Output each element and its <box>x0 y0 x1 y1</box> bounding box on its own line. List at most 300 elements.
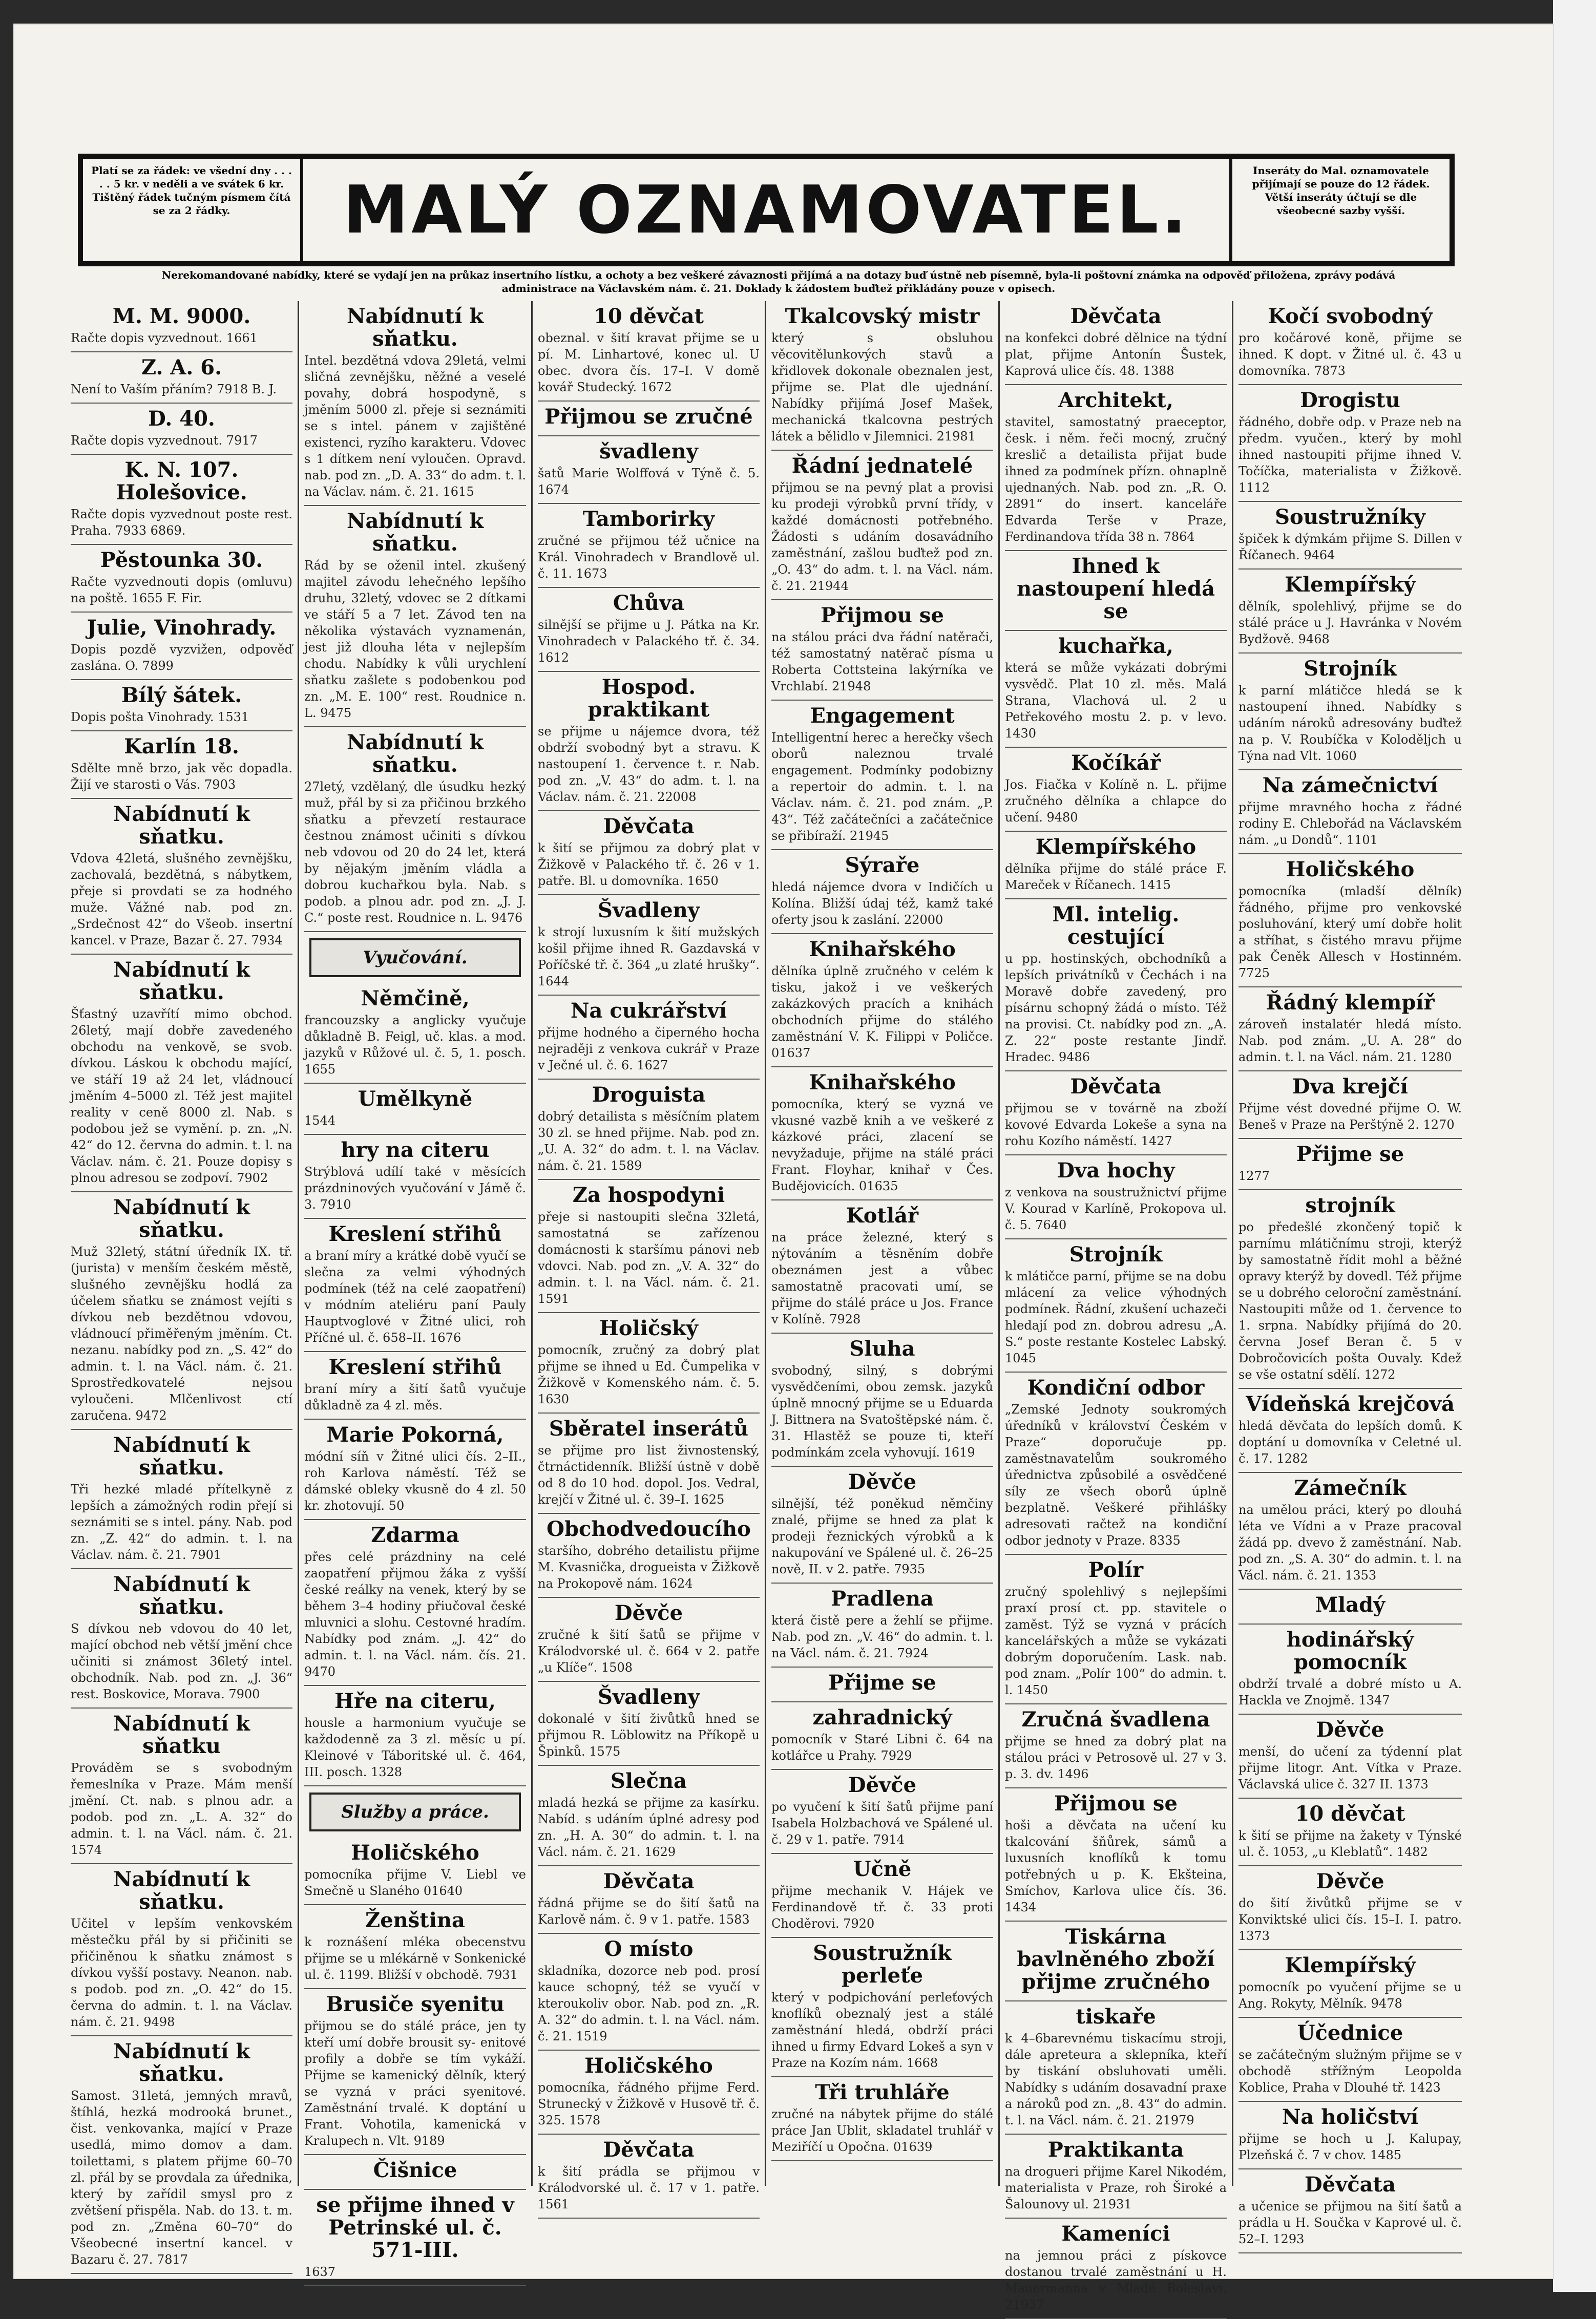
ad-body: Strýblová udílí také v měsících prázdninových vyučování v Jámě č. 3. 7910 <box>304 1165 526 1212</box>
ad-body: housle a harmonium vyučuje se každodenně za 3 zl. měsíc u pí. Kleinové v Táboritské ul. č. 464, III. posch. 1328 <box>304 1716 526 1779</box>
ad-body: Dopis pozdě vyzvižen, odpověď zaslána. O. 7899 <box>71 642 292 673</box>
ad-title: Polír <box>1088 1558 1144 1582</box>
classified-ad <box>1238 1590 1462 1625</box>
ad-body: francouzsky a anglicky vyučuje důkladně B. Feigl, uč. klas. a mod. jazyků v Růžové ul. č. 5, 1. posch. 1655 <box>304 1013 526 1077</box>
ad-body: módní síň v Žitné ulici čís. 2–II., roh Karlova náměstí. Též se dámské obleky vkusně do 4 zl. 50 kr. zhotovují. 50 <box>304 1449 526 1513</box>
classified-ad <box>71 1569 292 1709</box>
ad-body: S dívkou neb vdovou do 40 let, mající obchod neb větší jmění chce učiniti si známost 36letý intel. obchodník. Nab. pod zn. „J. 36“ rest. Boskovice, Morava. 7900 <box>71 1621 292 1701</box>
ad-title: Tři truhláře <box>815 2080 950 2104</box>
ad-title: Strojník <box>1069 1242 1163 1267</box>
ad-title: hry na citeru <box>341 1138 490 1162</box>
ad-body: obeznal. v šití kravat přijme se u pí. M. Linhartové, konec ul. U obec. dvora čís. 17–I. V domě kovář Studecký. 1672 <box>538 331 760 394</box>
ad-body: hledá nájemce dvora v Indičích u Kolína. Bližší údaj též, kamž také oferty jsou k zaslání. 22000 <box>771 880 993 927</box>
ad-body: na práce železné, který s nýtováním a těsněním dobře obeznámen jest a vůbec samostatně pracovati umí, se přijme do stálé práce u Jos. France v Kolíně. 7928 <box>771 1230 993 1326</box>
ad-title: Děvčata <box>1070 1074 1162 1099</box>
ad-title: Přijmou se <box>821 603 944 627</box>
ad-body: silnější se přijme u J. Pátka na Kr. Vinohradech v Palackého tř. č. 34. 1612 <box>538 618 760 665</box>
classified-ad <box>1238 1950 1462 2018</box>
classified-ad <box>304 1352 526 1420</box>
ad-body: pomocníka přijme V. Liebl ve Smečně u Slaného 01640 <box>304 1867 526 1898</box>
classified-ad <box>771 1067 993 1200</box>
classified-ad <box>1005 1922 1227 2001</box>
ad-body: pro kočárové koně, přijme se ihned. K dopt. v Žitné ul. č. 43 u domovníka. 7873 <box>1238 331 1462 378</box>
ad-body: přijmou se v továrně na zboží kovové Edvarda Lokeše a syna na rohu Kozího náměstí. 1427 <box>1005 1101 1227 1148</box>
ad-body: přijmou se na pevný plat a provisi ku prodeji výrobků první třídy, v každé domácnosti potřebného. Žádosti s udáním dosavádního zaměstnání, zašlou buďtež pod zn. „O. 43“ do adm. t. l. na Václ. nám. č. 21. 21944 <box>771 480 993 593</box>
classified-ad <box>71 1430 292 1569</box>
ad-body: na stálou práci dva řádní natěrači, též samostatný natěrač písma u Roberta Cottsteina lakýrníka ve Vrchlabí. 21948 <box>771 630 993 693</box>
ad-title: Knihařského <box>809 937 956 961</box>
ad-title: Dva hochy <box>1057 1158 1175 1183</box>
ad-title: kuchařka, <box>1058 634 1173 658</box>
classified-ad <box>304 727 526 932</box>
ad-title: zahradnický <box>812 1705 952 1730</box>
classified-ad <box>771 1668 993 1702</box>
ad-title: Soustružník perleťe <box>813 1941 952 1988</box>
ad-body: Vdova 42letá, slušného zevnějšku, zachovalá, bezdětná, s nábytkem, přeje si provdati se za hodného muže. Vážné nab. pod zn. „Srdečnost 42“ do Všeob. insertní kancel. v Praze, Bazar č. 27. 7934 <box>71 851 292 947</box>
classified-ad <box>1238 502 1462 570</box>
ad-body: přijme hodného a čiperného hocha nejraději z venkova cukrář v Praze v Ječné ul. č. 6. 1627 <box>538 1025 760 1072</box>
ad-title: Nabídnutí k sňatku <box>113 1712 250 1758</box>
ad-title: Přijme se <box>1296 1142 1404 1166</box>
ad-title: Nabídnutí k sňatku. <box>113 1867 250 1914</box>
classified-ad <box>538 895 760 996</box>
ad-body: Račte dopis vyzvednout poste rest. Praha. 7933 6869. <box>71 507 292 538</box>
ad-body: Intelligentní herec a herečky všech oborů naleznou trvalé engagement. Podmínky podobizny a repertoir do admin. t. l. na Václav. nám. č. 21. pod znám. „P. 43“. Též začátečníci a začátečnice se přibíraží. 21945 <box>771 730 993 843</box>
classified-ad <box>304 1135 526 1219</box>
ad-body: staršího, dobrého detailistu přijme M. Kvasnička, drogueista v Žižkově na Prokopově nám. 1624 <box>538 1544 760 1591</box>
ad-body: přijmou se do stálé práce, jen ty kteří umí dobře brousit sy- enitové profily a dobře se tím vykáží. Přijme se kamenický dělník, který se vyzná v práci syenitové. Zaměstnání trvalé. K doptání u Frant. Vohotila, kamenická v Kralupech n. Vlt. 9189 <box>304 2019 526 2148</box>
ad-title: M. M. 9000. <box>112 304 251 328</box>
classified-ad <box>771 1467 993 1584</box>
column-2 <box>299 301 533 2279</box>
classified-ad <box>1238 1715 1462 1799</box>
classified-ad <box>538 672 760 811</box>
ad-body: řádná přijme se do šití šatů na Karlově nám. č. 9 v 1. patře. 1583 <box>538 1896 760 1927</box>
ad-title: Děvčata <box>603 1869 695 1893</box>
classified-ad <box>1238 385 1462 502</box>
classified-ad <box>1238 1389 1462 1473</box>
classified-ad <box>1005 385 1227 551</box>
ad-body: dokonalé v šití živůtků hned se přijmou R. Löblowitz na Příkopě u Špinků. 1575 <box>538 1712 760 1759</box>
classified-ad <box>538 2135 760 2219</box>
ad-title: se přijme ihned v Petrinské ul. č. 571-III. <box>316 2193 514 2262</box>
ad-title: Nabídnutí k sňatku. <box>346 730 484 777</box>
ad-title: Sluha <box>849 1337 915 1361</box>
ad-title: Pradlena <box>831 1587 934 1611</box>
ad-body: na konfekci dobré dělnice na týdní plat, přijme Antonín Šustek, Kaprová ulice čís. 48. 1388 <box>1005 331 1227 378</box>
classified-ad <box>1238 1139 1462 1190</box>
ad-title: Sběratel inserátů <box>549 1417 749 1441</box>
classified-ad <box>538 588 760 672</box>
ad-body: který v podpichování perleťových knoflíků obeznalý jest a stálé zaměstnání hledá, obdrží práci ihned u firmy Edvard Lokeš a syn v Praze na Kozím nám. 1668 <box>771 1990 993 2070</box>
classified-ad <box>1005 1788 1227 1922</box>
ad-body: k mlátičce parní, přijme se na dobu mlácení za velice výhodných podmínek. Řádní, zkušení uchazeči hledají pod zn. dobrou adresu „A. S.“ poste restante Kostelec Labský. 1045 <box>1005 1269 1227 1365</box>
ad-body: dělníka úplně zručného v celém k tisku, jakož i ve veškerých zakázkových pracích a knihách obchodních přijme do stálého zaměstnání V. K. Filippi v Poličce. 01637 <box>771 964 993 1060</box>
ad-title: Sýraře <box>845 853 920 877</box>
ad-title: Ml. intelig. cestující <box>1052 902 1180 949</box>
classified-ad <box>1238 2102 1462 2169</box>
ad-title: Vídeňská krejčová <box>1246 1392 1455 1416</box>
classified-ad <box>71 799 292 955</box>
ad-body: pomocník, zručný za dobrý plat přijme se ihned u Ed. Čumpelika v Žižkově v Komenského nám. č. 5. 1630 <box>538 1343 760 1406</box>
ad-title: Nabídnutí k sňatku. <box>346 509 484 556</box>
ad-title: 10 děvčat <box>594 304 704 328</box>
ad-body: zručné se přijmou též učnice na Král. Vinohradech v Brandlově ul. č. 11. 1673 <box>538 534 760 581</box>
ad-body: Račte dopis vyzvednout. 7917 <box>71 433 258 448</box>
ad-title: Na cukrářství <box>570 999 727 1023</box>
classified-ad <box>771 600 993 701</box>
ad-body: Učitel v lepším venkovském městečku přál by si přičiniti se přičiněnou k sňatku známost s dívkou vyšší postavy. Neanon. nab. s podob. pod zn. „O. 42“ do 15. června do admin. t. l. na Václav. nám. č. 21. 9498 <box>71 1916 292 2029</box>
ad-body: k 4–6barevnému tiskacímu stroji, dále apreteura a sklepníka, kteří by tiskání obsluhovati uměli. Nabídky s udáním dosavadní praxe a nároků pod zn. „8. 43“ do admin. t. l. na Václ. nám. č. 21. 21979 <box>1005 2031 1227 2127</box>
classified-ad <box>71 2036 292 2274</box>
ad-title: 10 děvčat <box>1295 1802 1405 1826</box>
ad-title: Kočíkář <box>1071 751 1161 775</box>
ad-title: Zámečník <box>1294 1476 1406 1500</box>
ad-body: k parní mlátičce hledá se k nastoupení ihned. Nabídky s udáním nároků adresovány buďtež na p. V. Roubíčka v Koloděljch u Týna nad Vlt. 1060 <box>1238 683 1462 763</box>
ad-body: na umělou práci, který po dlouhá léta ve Vídni a v Praze pracoval žádá pp. dvevo ž zaměstnání. Nab. pod zn. „S. A. 30“ do admin. t. l. na Václ. nám. č. 21. 1353 <box>1238 1503 1462 1583</box>
classified-ad <box>1005 2219 1227 2319</box>
ad-title: Děvče <box>614 1601 683 1625</box>
ad-body: pomocníka, který se vyzná ve vkusné vazbě knih a ve veškeré z kázkové práci, zlacení se nevyžaduje, přijme na stálé práci Frant. Floyhar, knihař v Čes. Budějovicích. 01635 <box>771 1097 993 1193</box>
classified-ad <box>304 1084 526 1135</box>
ad-title: Obchodvedoucího <box>547 1517 751 1541</box>
ad-body: Muž 32letý, státní úředník IX. tř. (jurista) v menším českém městě, slušného zevnějšku hodlá za účelem sňatku se známost vejíti s dívkou neb bezdětnou vdovou, vládnoucí přiměřeným jměním. Ct. nezanu. nabídky pod zn. „S. 42“ do admin. t. l. na Václ. nám. č. 21. Sprostředkovatelé nejsou vyloučeni. Mlčenlivost ctí zaručena. 9472 <box>71 1245 292 1423</box>
ad-title: Čišnice <box>373 2158 457 2182</box>
ad-title: Účednice <box>1297 2021 1403 2045</box>
ad-body: a učenice se přijmou na šití šatů a prádla u H. Součka v Kaprové ul. č. 52–I. 1293 <box>1238 2199 1462 2246</box>
ad-title: Strojník <box>1304 657 1397 681</box>
ad-title: Na holičství <box>1282 2105 1419 2129</box>
ad-body: na jemnou práci z pískovce dostanou trvalé zaměstnání u H. Mauermanna v Mladé Boleslavi. 21937 <box>1005 2248 1227 2312</box>
ad-title: Brusiče syenitu <box>326 1992 505 2016</box>
classified-ad <box>538 811 760 895</box>
masthead <box>78 154 1455 266</box>
masthead-title: MALÝ OZNAMOVATEL. <box>343 172 1190 248</box>
classified-ad <box>538 1766 760 1866</box>
ad-title: Přijmou se zručné <box>544 405 753 429</box>
ad-title: D. 40. <box>148 407 215 431</box>
ad-body: zručné k šití šatů se přijme v Králodvorské ul. č. 664 v 2. patře „u Klíče“. 1508 <box>538 1628 760 1675</box>
ad-body: Není to Vaším přáním? 7918 B. J. <box>71 382 277 396</box>
ad-title: Slečna <box>611 1769 687 1793</box>
ad-title: Bílý šátek. <box>121 683 242 707</box>
masthead-notice: Nerekomandované nabídky, které se vydají jen na průkaz insertního lístku, a ochoty a bez veškeré závaznosti přijímá a na dotazy buď ústně neb písemně, byla-li poštovní známka na odpověď přiložena, zprávy podává administrace na Václavském nám. č. 21. Doklady k žádostem buďtež přikládány pouze v opisech. <box>161 269 1396 294</box>
classified-ad <box>304 1686 526 1786</box>
classified-ad <box>771 1702 993 1770</box>
ad-body: obdrží trvalé a dobré místo u A. Hackla ve Znojmě. 1347 <box>1238 1677 1462 1707</box>
classified-ad <box>1005 1555 1227 1704</box>
column-5 <box>1000 301 1233 2312</box>
classified-ad <box>304 1420 526 1520</box>
ad-title: Děvče <box>1316 1869 1384 1893</box>
classified-ad <box>71 1709 292 1864</box>
classified-ad <box>538 504 760 588</box>
masthead-rules-box: Inseráty do Mal. oznamovatele přijímají se pouze do 12 řádek. Větší inseráty účtují se dle všeobecné sazby vyšší. <box>1229 159 1450 261</box>
ad-body: přijme se hoch u J. Kalupay, Plzeňská č. 7 v chov. 1485 <box>1238 2132 1462 2162</box>
classified-ad <box>538 1682 760 1766</box>
ad-body: Sdělte mně brzo, jak věc dopadla. Žijí ve starosti o Vás. 7903 <box>71 761 292 792</box>
classified-ad <box>304 1219 526 1352</box>
classified-ad <box>1238 301 1462 385</box>
column-1 <box>66 301 299 2267</box>
ad-title: Nabídnutí k sňatku. <box>113 1433 250 1480</box>
classified-ad <box>71 455 292 545</box>
classified-ad <box>771 1938 993 2077</box>
ad-body: Přijme vést dovedné přijme O. W. Beneš v Praze na Perštýně 2. 1270 <box>1238 1101 1462 1132</box>
classified-ad <box>1005 899 1227 1071</box>
ad-title: švadleny <box>599 439 698 463</box>
classified-ad <box>71 404 292 455</box>
ad-title: Děvče <box>848 1470 917 1494</box>
ad-body: k strojí luxusním k šití mužských košil přijme ihned R. Gazdavská v Poříčské tř. č. 364 „u zlaté hrušky“. 1644 <box>538 925 760 988</box>
ad-body: do šití živůtků přijme se v Konviktské ulici čís. 15–I. I. patro. 1373 <box>1238 1896 1462 1943</box>
ad-title: Julie, Vinohrady. <box>87 616 277 640</box>
classified-ad <box>538 2051 760 2135</box>
ad-title: Zručná švadlena <box>1021 1707 1210 1732</box>
classified-ad <box>304 1838 526 1905</box>
classified-ad <box>771 934 993 1067</box>
classified-ad <box>304 2190 526 2286</box>
ad-body: braní míry a šití šatů vyučuje důkladně za 4 zl. měs. <box>304 1382 526 1413</box>
classified-ad <box>771 1584 993 1668</box>
ad-title: Holičský <box>599 1316 698 1340</box>
ad-body: na drogueri přijme Karel Nikodém, materialista v Praze, roh Široké a Šalounovy ul. 21931 <box>1005 2164 1227 2211</box>
ad-title: Tiskárna bavlněného zboží přijme zručného <box>1017 1925 1215 1994</box>
ad-title: Přijmou se <box>1054 1791 1178 1816</box>
ad-title: Pěstounka 30. <box>100 548 263 572</box>
classified-ad <box>71 1192 292 1430</box>
ad-title: hodinářský pomocník <box>1286 1628 1414 1674</box>
classified-ad <box>538 1414 760 1514</box>
classified-ad <box>1238 653 1462 770</box>
ad-body: špiček k dýmkám přijme S. Dillen v Říčanech. 9464 <box>1238 532 1462 562</box>
ad-body: dělník, spolehlivý, přijme se do stálé práce u J. Havránka v Novém Bydžově. 9468 <box>1238 599 1462 646</box>
ad-title: Z. A. 6. <box>141 355 222 380</box>
ad-body: která se může vykázati dobrými vysvědč. Plat 10 zl. měs. Malá Strana, Vlachová ul. 2 u Petřekového mostu 2. p. v levo. 1430 <box>1005 661 1227 741</box>
section-banner: Služby a práce. <box>309 1793 521 1831</box>
classified-ad <box>304 2155 526 2190</box>
ad-title: Marie Pokorná, <box>326 1423 504 1447</box>
classified-ad <box>771 1854 993 1938</box>
classified-ad <box>538 436 760 504</box>
ad-body: pomocníka, řádného přijme Ferd. Strunecký v Žižkově v Husově tř. č. 325. 1578 <box>538 2080 760 2127</box>
classified-ad <box>304 1989 526 2155</box>
ad-body: silnější, též poněkud němčiny znalé, přijme se hned za plat k prodeji řeznických výrobků a k nakupování ve Spálené ul. č. 26–25 nově, II. v 2. patře. 7935 <box>771 1496 993 1576</box>
ad-body: zároveň instalatér hledá místo. Nab. pod znám. „U. A. 28“ do admin. t. l. na Václ. nám. 21. 1280 <box>1238 1017 1462 1064</box>
ad-title: Holičského <box>351 1841 479 1865</box>
classified-ad <box>538 996 760 1080</box>
classified-ad <box>771 451 993 600</box>
ad-body: Rád by se oženil intel. zkušený majitel závodu lehečného lepšího druhu, 32letý, vdovec se 2 dítkami ve stáří 5 a 7 let. Závod ten na několika výstavách vyznamenán, jest již dlouha léta v nejlepším chodu. Nabídky k vůli urychlení sňatku zašlete s podobenkou pod zn. „M. E. 100“ rest. Roudnice n. L. 9475 <box>304 558 526 720</box>
ad-title: Za hospodyni <box>572 1183 725 1207</box>
classified-ad <box>1238 1625 1462 1715</box>
classified-ad <box>1005 551 1227 631</box>
ad-title: Děvčata <box>1070 304 1162 328</box>
ad-title: Přijme se <box>828 1671 936 1695</box>
ad-body: svobodný, silný, s dobrými vysvědčeními, obou zemsk. jazyků úplně mnocný přijme se u Eduarda J. Bittnera na Svatoštěpské nám. č. 31. Hlastěž se pouze ti, kteří podmínkám zcela vyhovují. 1619 <box>771 1363 993 1460</box>
ad-body: Račte vyzvednouti dopis (omluvu) na poště. 1655 F. Fir. <box>71 575 292 605</box>
ad-body: pomocníka (mladší dělník) řádného, přijme pro venkovské posluhování, který umí dobře holit a stříhat, s čistého mravu přijme pak Čeněk Allesch v Hostinném. 7725 <box>1238 884 1462 980</box>
ad-title: Kreslení střihů <box>328 1222 502 1246</box>
classified-ad <box>71 731 292 799</box>
ad-body: hoši a děvčata na učení ku tkalcování šňůrek, sámů a luxusních knoflíků k tomu potřebných u p. K. Ekšteina, Smíchov, Karlova ulice čís. 36. 1434 <box>1005 1818 1227 1914</box>
ad-body: 1277 <box>1238 1169 1270 1183</box>
ad-title: Nabídnutí k sňatku. <box>113 1195 250 1242</box>
classified-ad <box>1238 854 1462 987</box>
ad-title: strojník <box>1305 1193 1395 1217</box>
ad-title: Kočí svobodný <box>1268 304 1433 328</box>
ad-body: která čistě pere a žehlí se přijme. Nab. pod zn. „V. 46“ do admin. t. l. na Václ. nám. č. 21. 7924 <box>771 1613 993 1660</box>
classified-ad <box>1238 770 1462 854</box>
classified-ad <box>1005 1704 1227 1788</box>
ad-body: přeje si nastoupiti slečna 32letá, samostatná se zařízenou domácnosti k staršímu pánovi neb vdovci. Nab. pod zn. „V. A. 32“ do admin. t. l. na Václ. nám. č. 21. 1591 <box>538 1210 760 1306</box>
ad-title: Tkalcovský mistr <box>785 304 980 328</box>
classified-ad <box>304 301 526 506</box>
classified-ad <box>771 2077 993 2161</box>
classified-ad <box>538 1514 760 1598</box>
ad-title: Droguista <box>592 1083 706 1107</box>
classified-ad <box>1238 1866 1462 1950</box>
ad-body: Samost. 31letá, jemných mravů, štíhlá, hezká modrooká brunet., čist. venkovanka, mající v Praze usedlá, mimo domov a dam. toilettami, s platem přijme 60–70 zl. přál by se provdala za úřednika, který by zařídil smysl pro z zvětšení přispěla. Nab. do 13. t. m. pod zn. „Změna 60–70“ do Všeobecné insertní kancel. v Bazaru č. 27. 7817 <box>71 2089 292 2267</box>
ad-title: Dva krejčí <box>1292 1074 1409 1099</box>
ad-title: Kameníci <box>1061 2222 1170 2246</box>
ad-title: Nabídnutí k sňatku. <box>113 958 250 1004</box>
classified-ad <box>538 1313 760 1414</box>
ad-body: Šťastný uzavřítí mimo obchod. 26letý, mají dobře zavedeného obchodu na venkově, se svob. dívkou. Láskou k obchodu mající, ve stáří 19 až 24 let, vládnoucí jměním 4–5000 zl. Též jest majitel reality v ceně 8000 zl. Nab. s podobou jež se vymění. p. zn. „N. 42“ do 12. června do admin. t. l. na Václav. nám. č. 21. Pouze dopisy s plnou adresou se zodpoví. 7902 <box>71 1007 292 1185</box>
ad-title: Umělkyně <box>358 1087 473 1111</box>
classified-ad <box>1238 1190 1462 1389</box>
ad-body: Jos. Fiačka v Kolíně n. L. přijme zručného dělníka a chlapce do učení. 9480 <box>1005 777 1227 825</box>
classified-ad <box>1238 1071 1462 1139</box>
classified-ad <box>538 1866 760 1934</box>
classified-ad <box>1005 1071 1227 1155</box>
ad-body: po předešlé zkončený topič k parnímu mlátičnímu stroji, kterýž by samostatně řídit mohl a běžné opravy kterýž by dovedl. Též přijme se u dobrého celoroční zaměstnání. Nastoupiti může od 1. července to 1. srpna. Nabídky přijímá do 20. června Josef Beran č. 5 v Dobročovicích pošta Ouvaly. Kdež se vše ostatní sdělí. 1272 <box>1238 1220 1462 1382</box>
ad-body: Prováděm se s svobodným řemeslníka v Praze. Mám menší jmění. Ct. nab. s plnou adr. a podob. pod zn. „L. A. 32“ do admin. t. l. na Václ. nám. č. 21. 1574 <box>71 1761 292 1857</box>
ad-title: Holičského <box>1286 857 1415 881</box>
ad-title: Děvčata <box>603 2138 695 2162</box>
ad-body: Intel. bezdětná vdova 29letá, velmi sličná zevnějšku, něžné a veselé povahy, dobrá hospodyně, s jměním 5000 zl. přeje si seznámiti se s intel. pánem v zajištěné existenci, ryzího karakteru. Vdovec s 1 dítkem není vyloučen. Opravd. nab. pod zn. „D. A. 33“ do adm. t. l. na Václav. nám. č. 21. 1615 <box>304 353 526 499</box>
ad-title: Učně <box>853 1857 912 1881</box>
ad-body: 1544 <box>304 1113 336 1128</box>
classified-ad <box>304 983 526 1084</box>
classified-ad <box>71 301 292 352</box>
ad-title: Hospod. praktikant <box>587 675 710 722</box>
classified-ad <box>1005 748 1227 832</box>
ad-body: 27letý, vzdělaný, dle úsudku hezký muž, přál by si za přičinou brzkého sňatku a převzetí restaurace čestnou známost učiniti s dívkou neb vdovou od 20 do 24 let, která by nějakým jměním vládla a dobrou kuchařkou byla. Nab. s podob. a plnou adr. pod zn. „J. J. C.“ poste rest. Roudnice n. L. 9476 <box>304 779 526 925</box>
classified-ad <box>1005 832 1227 899</box>
classified-ad <box>1005 2001 1227 2135</box>
ad-body: přes celé prázdniny na celé zaopatření přijmou žáka z vyšší české reálky na venek, který by se během 3–4 hodiny přiučoval české mluvnici a slohu. Cestovné hradím. Nabídky pod znám. „J. 42“ do admin. t. l. na Václ. nám. čís. 21. 9470 <box>304 1550 526 1679</box>
ad-title: Řádný klempíř <box>1266 990 1435 1015</box>
ad-title: Karlín 18. <box>124 734 239 758</box>
classified-ad <box>771 1200 993 1334</box>
ad-title: Nabídnutí k sňatku. <box>346 304 484 351</box>
classified-ad <box>1238 1473 1462 1590</box>
classified-columns <box>66 301 1469 2312</box>
classified-ad <box>538 1598 760 1682</box>
ad-body: dobrý detailista s měsíčním platem 30 zl. se hned přijme. Nab. pod zn. „U. A. 32“ do adm. t. l. na Václav. nám. č. 21. 1589 <box>538 1109 760 1173</box>
classified-ad <box>771 850 993 934</box>
ad-title: Klempířský <box>1285 1953 1416 1977</box>
ad-body: skladníka, dozorce neb pod. prosí kauce schopný, též se vyučí v kteroukoliv obor. Nab. pod zn. „R. A. 32“ do admin. t. l. na Václ. nám. č. 21. 1519 <box>538 1964 760 2043</box>
ad-title: Ženština <box>365 1908 465 1932</box>
ad-body: k šití se přijme na žakety v Týnské ul. č. 1053, „u Kleblatů“. 1482 <box>1238 1828 1462 1859</box>
ad-body: se přijme u nájemce dvora, též obdrží svobodný byt a stravu. K nastoupení 1. července t. r. Nab. pod zn. „V. 43“ do adm. t. l. na Václav. nám. č. 21. 22008 <box>538 724 760 804</box>
ad-title: Ihned k nastoupení hledá se <box>1017 554 1215 623</box>
ad-title: Děvče <box>848 1773 917 1797</box>
ad-body: 1637 <box>304 2265 336 2279</box>
ad-title: Děvčata <box>603 814 695 838</box>
classified-ad <box>538 1180 760 1313</box>
ad-body: k šití prádla se přijmou v Králodvorské ul. č. 17 v 1. patře. 1561 <box>538 2164 760 2211</box>
ad-title: Nabídnutí k sňatku. <box>113 802 250 849</box>
ad-title: Zdarma <box>371 1523 459 1547</box>
ad-body: zručné na nábytek přijme do stálé práce Jan Ublit, skladatel truhlář v Meziříčí u Opočna. 01639 <box>771 2107 993 2154</box>
ad-title: Holičského <box>584 2054 713 2078</box>
ad-title: Architekt, <box>1058 388 1173 412</box>
ad-title: Kotlář <box>846 1204 919 1228</box>
ad-title: Děvče <box>1316 1718 1384 1742</box>
classified-ad <box>1005 301 1227 385</box>
classified-ad <box>304 506 526 727</box>
ad-title: K. N. 107. Holešovice. <box>116 458 247 504</box>
ad-body: přijme mechanik V. Hájek ve Ferdinandově tř. č. 33 proti Choděrovi. 7920 <box>771 1884 993 1931</box>
ad-body: hledá děvčata do lepších domů. K doptání u domovníka v Celetné ul. č. 17. 1282 <box>1238 1419 1462 1466</box>
ad-body: u pp. hostinských, obchodníků a lepších privátníků v Čechách i na Moravě dobře zavedený, pro písárnu schopný žádá o místo. Též na provisi. Ct. nabídky pod zn. „A. Z. 22“ poste restante Jindř. Hradec. 9486 <box>1005 952 1227 1064</box>
classified-ad <box>1238 1799 1462 1866</box>
ad-title: Knihařského <box>809 1070 956 1094</box>
column-4 <box>766 301 1000 2186</box>
ad-body: mladá hezká se přijme za kasírku. Nabíd. s udáním úplné adresy pod zn. „H. A. 30“ do admin. t. l. na Václ. nám. č. 21. 1629 <box>538 1796 760 1859</box>
ad-body: se začátečným služným přijme se v obchodě střížným Leopolda Koblice, Praha v Dlouhé tř. 1423 <box>1238 2048 1462 2095</box>
ad-title: Kondiční odbor <box>1027 1376 1205 1400</box>
ad-body: zručný spolehlivý s nejlepšími praxí prosí ct. pp. stavitele o zaměst. Týž se vyzná v prácích kancelářských a může se vykázati dobrým doporučením. Lask. nab. pod znam. „Polír 100“ do admin. t. l. 1450 <box>1005 1585 1227 1697</box>
ad-body: pomocník po vyučení přijme se u Ang. Rokyty, Mělník. 9478 <box>1238 1980 1462 2011</box>
classified-ad <box>304 1520 526 1686</box>
ad-body: „Zemské Jednoty soukromých úředníků v království Českém v Praze“ doporučuje pp. zaměstnavatelům soukromého úřednictva způsobilé a osvědčené síly ze všech oborů úplně bezplatně. Veškeré přihlášky adresovati račtež na kondiční odbor jednoty v Praze. 8335 <box>1005 1402 1227 1548</box>
ad-title: Engagement <box>810 704 955 728</box>
ad-title: Nabídnutí k sňatku. <box>113 1572 250 1619</box>
ad-title: Drogistu <box>1300 388 1400 412</box>
ad-title: Praktikanta <box>1047 2138 1184 2162</box>
classified-ad <box>771 1770 993 1854</box>
ad-body: k šití se přijmou za dobrý plat v Žižkově v Palackého tř. č. 26 v 1. patře. Bl. u domovníka. 1650 <box>538 841 760 888</box>
ad-title: Chůva <box>613 591 685 615</box>
ad-body: Tři hezké mladé přítelkyně z lepších a zámožných rodin přejí si seznámiti se s intel. pány. Nab. pod zn. „Z. 42“ do admin. t. l. na Václav. nám. č. 21. 7901 <box>71 1482 292 1562</box>
ad-title: Němčině, <box>361 986 470 1010</box>
ad-title: Nabídnutí k sňatku. <box>113 2039 250 2086</box>
ad-title: Klempířského <box>1035 835 1196 859</box>
ad-body: šatů Marie Wolffová v Týně č. 5. 1674 <box>538 466 760 497</box>
classified-ad <box>71 955 292 1192</box>
classified-ad <box>1238 987 1462 1071</box>
ad-body: řádného, dobře odp. v Praze neb na předm. vyučen., který by mohl ihned nastoupiti přijme ihned V. Točíčka, materialista v Žižkově. 1112 <box>1238 415 1462 495</box>
classified-ad <box>71 545 292 613</box>
classified-ad <box>71 680 292 731</box>
ad-title: Děvčata <box>1304 2173 1396 2197</box>
column-6 <box>1233 301 1467 2246</box>
ad-body: stavitel, samostatný praeceptor, česk. i něm. řeči mocný, zručný kreslič a detailista přijat bude ihned za podmínek přízn. ohnaplně ujednaných. Nab. pod zn. „R. O. 2891“ do insert. kanceláře Edvarda Terše v Praze, Ferdinandova třída 38 n. 7864 <box>1005 415 1227 544</box>
classified-ad <box>1005 1239 1227 1373</box>
ad-title: Na zámečnictví <box>1262 773 1438 797</box>
column-3 <box>533 301 766 2211</box>
ad-body: pomocník v Staré Libni č. 64 na kotlářce u Prahy. 7929 <box>771 1732 993 1763</box>
ad-body: se přijme pro list živnostenský, čtrnáctidenník. Bližší ústně v době od 8 do 10 hod. dopol. Jos. Vedral, krejčí v Žitné ul. č. 39–I. 1625 <box>538 1443 760 1507</box>
classified-ad <box>538 301 760 402</box>
ad-title: Kreslení střihů <box>328 1355 502 1379</box>
ad-title: Klempířský <box>1285 573 1416 597</box>
classified-ad <box>71 352 292 404</box>
